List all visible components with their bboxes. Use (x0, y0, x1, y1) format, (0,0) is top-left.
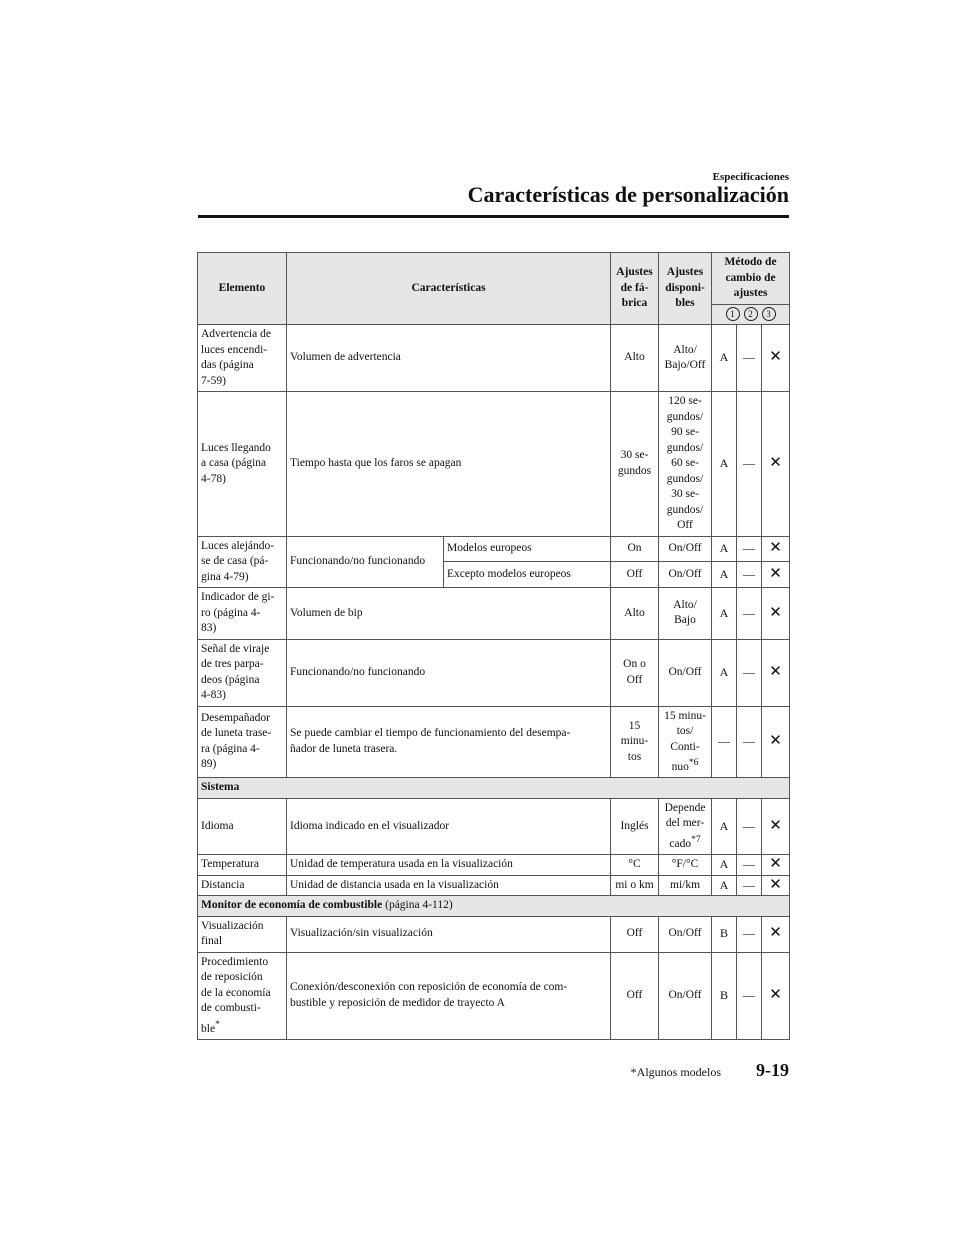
table-row (198, 588, 790, 640)
cross-mark-icon: ✕ (762, 562, 790, 588)
circled-number-3: 3 (762, 307, 776, 321)
table-row (198, 875, 790, 896)
table-row (198, 536, 790, 562)
header-metodo-columns (712, 304, 790, 325)
cell-elemento: Visualización final (198, 916, 287, 952)
cell-disponibles: °F/°C (659, 855, 712, 876)
table-row (198, 916, 790, 952)
cell-caracteristica: Visualización/sin visualización (287, 916, 611, 952)
header-ajustes-fabrica: Ajustes de fá- brica (611, 253, 659, 325)
cell-metodo-2: — (737, 562, 762, 588)
cell-metodo-2: — (737, 875, 762, 896)
cell-fabrica: Off (611, 952, 659, 1039)
cell-elemento: Luces llegando a casa (página 4-78) (198, 392, 287, 537)
cell-metodo-1: A (712, 639, 737, 706)
cell-fabrica: Inglés (611, 798, 659, 854)
cell-metodo-2: — (737, 639, 762, 706)
title-rule (198, 215, 789, 218)
cross-mark-icon: ✕ (762, 588, 790, 640)
cell-disponibles: Alto/ Bajo (659, 588, 712, 640)
cell-caracteristica: Funcionando/no funcionando (287, 639, 611, 706)
cell-elemento: Distancia (198, 875, 287, 896)
cell-disponibles: On/Off (659, 916, 712, 952)
cell-metodo-1: — (712, 706, 737, 778)
section-header: Especificaciones (712, 171, 789, 183)
header-ajustes-disponibles: Ajustes disponi- bles (659, 253, 712, 325)
cell-disponibles: On/Off (659, 536, 712, 562)
elemento-text: Procedimiento de reposición de la economía de combusti- ble (201, 955, 271, 1035)
section-page-ref: (página 4-112) (385, 899, 453, 912)
cell-disponibles: On/Off (659, 952, 712, 1039)
cross-mark-icon: ✕ (762, 916, 790, 952)
table-row (198, 392, 790, 537)
table-row (198, 325, 790, 392)
cell-disponibles (659, 706, 712, 778)
cell-disponibles: mi/km (659, 875, 712, 896)
cell-metodo-1: A (712, 392, 737, 537)
customization-table (197, 252, 790, 1040)
cell-metodo-2: — (737, 588, 762, 640)
cell-caracteristica: Volumen de bip (287, 588, 611, 640)
cell-metodo-1: A (712, 798, 737, 854)
cell-caracteristica: Conexión/desconexión con reposición de economía de com- bustible y reposición de medidor de trayecto A (287, 952, 611, 1039)
cell-caracteristica: Unidad de temperatura usada en la visualización (287, 855, 611, 876)
cell-metodo-2: — (737, 952, 762, 1039)
section-title (198, 896, 790, 917)
page-title: Características de personalización (467, 182, 789, 207)
cell-metodo-2: — (737, 798, 762, 854)
cross-mark-icon: ✕ (762, 639, 790, 706)
cell-elemento: Señal de viraje de tres parpa- deos (página 4-83) (198, 639, 287, 706)
cell-caracteristica: Idioma indicado en el visualizador (287, 798, 611, 854)
table-row (198, 855, 790, 876)
cell-elemento: Idioma (198, 798, 287, 854)
cell-fabrica: 15 minu- tos (611, 706, 659, 778)
table-row (198, 798, 790, 854)
cell-metodo-2: — (737, 706, 762, 778)
circled-number-1: 1 (726, 307, 740, 321)
cell-subcategoria: Modelos europeos (444, 536, 611, 562)
cell-subcategoria: Excepto modelos europeos (444, 562, 611, 588)
section-title: Sistema (198, 778, 790, 799)
cell-fabrica: °C (611, 855, 659, 876)
cell-elemento (198, 952, 287, 1039)
cell-caracteristica: Tiempo hasta que los faros se apagan (287, 392, 611, 537)
disponibles-text: Depende del mer- cado (664, 801, 706, 850)
header-elemento: Elemento (198, 253, 287, 325)
cell-fabrica: Alto (611, 325, 659, 392)
cell-metodo-2: — (737, 536, 762, 562)
cell-disponibles: On/Off (659, 562, 712, 588)
footnote: *Algunos modelos (630, 1065, 721, 1079)
cell-disponibles: 120 se- gundos/ 90 se- gundos/ 60 se- gundos/ 30 se- gundos/ Off (659, 392, 712, 537)
cell-metodo-2: — (737, 855, 762, 876)
cell-metodo-1: B (712, 952, 737, 1039)
cross-mark-icon: ✕ (762, 392, 790, 537)
cell-elemento: Luces alejándo- se de casa (pá- gina 4-79) (198, 536, 287, 588)
footnote-ref: *7 (691, 833, 701, 845)
cell-caracteristica: Volumen de advertencia (287, 325, 611, 392)
cross-mark-icon: ✕ (762, 855, 790, 876)
header-metodo: Método de cambio de ajustes (712, 253, 790, 305)
cell-metodo-2: — (737, 325, 762, 392)
cell-metodo-2: — (737, 392, 762, 537)
cell-metodo-1: B (712, 916, 737, 952)
cell-fabrica: On (611, 536, 659, 562)
table-row (198, 706, 790, 778)
cell-fabrica: On o Off (611, 639, 659, 706)
cross-mark-icon: ✕ (762, 536, 790, 562)
table-row (198, 952, 790, 1039)
cell-metodo-1: A (712, 536, 737, 562)
cell-metodo-1: A (712, 875, 737, 896)
page-number: 9-19 (756, 1060, 789, 1080)
section-row-sistema (198, 778, 790, 799)
table-row (198, 639, 790, 706)
cell-elemento: Advertencia de luces encendi- das (página 7-59) (198, 325, 287, 392)
cell-elemento: Desempañador de luneta trase- ra (página 4- 89) (198, 706, 287, 778)
cell-caracteristica: Unidad de distancia usada en la visualización (287, 875, 611, 896)
cross-mark-icon: ✕ (762, 325, 790, 392)
circled-number-2: 2 (744, 307, 758, 321)
cell-fabrica: 30 se- gundos (611, 392, 659, 537)
cell-caracteristica: Funcionando/no funcionando (287, 536, 444, 588)
cell-metodo-1: A (712, 562, 737, 588)
cell-metodo-2: — (737, 916, 762, 952)
cross-mark-icon: ✕ (762, 952, 790, 1039)
cross-mark-icon: ✕ (762, 706, 790, 778)
cell-caracteristica: Se puede cambiar el tiempo de funcionamiento del desempa- ñador de luneta trasera. (287, 706, 611, 778)
disponibles-text: 15 minu- tos/ Conti- nuo (664, 709, 706, 773)
cell-metodo-1: A (712, 588, 737, 640)
cell-fabrica: Alto (611, 588, 659, 640)
cell-metodo-1: A (712, 855, 737, 876)
cell-disponibles: Alto/ Bajo/Off (659, 325, 712, 392)
cell-disponibles: On/Off (659, 639, 712, 706)
header-caracteristicas: Características (287, 253, 611, 325)
cell-disponibles (659, 798, 712, 854)
cell-fabrica: mi o km (611, 875, 659, 896)
cell-fabrica: Off (611, 916, 659, 952)
section-title-text: Monitor de economía de combustible (201, 899, 383, 912)
cell-elemento: Temperatura (198, 855, 287, 876)
cell-metodo-1: A (712, 325, 737, 392)
cross-mark-icon: ✕ (762, 875, 790, 896)
cell-elemento: Indicador de gi- ro (página 4- 83) (198, 588, 287, 640)
footnote-ref: *6 (688, 757, 699, 768)
section-row-monitor (198, 896, 790, 917)
cell-fabrica: Off (611, 562, 659, 588)
footnote-ref: * (215, 1018, 220, 1030)
cross-mark-icon: ✕ (762, 798, 790, 854)
